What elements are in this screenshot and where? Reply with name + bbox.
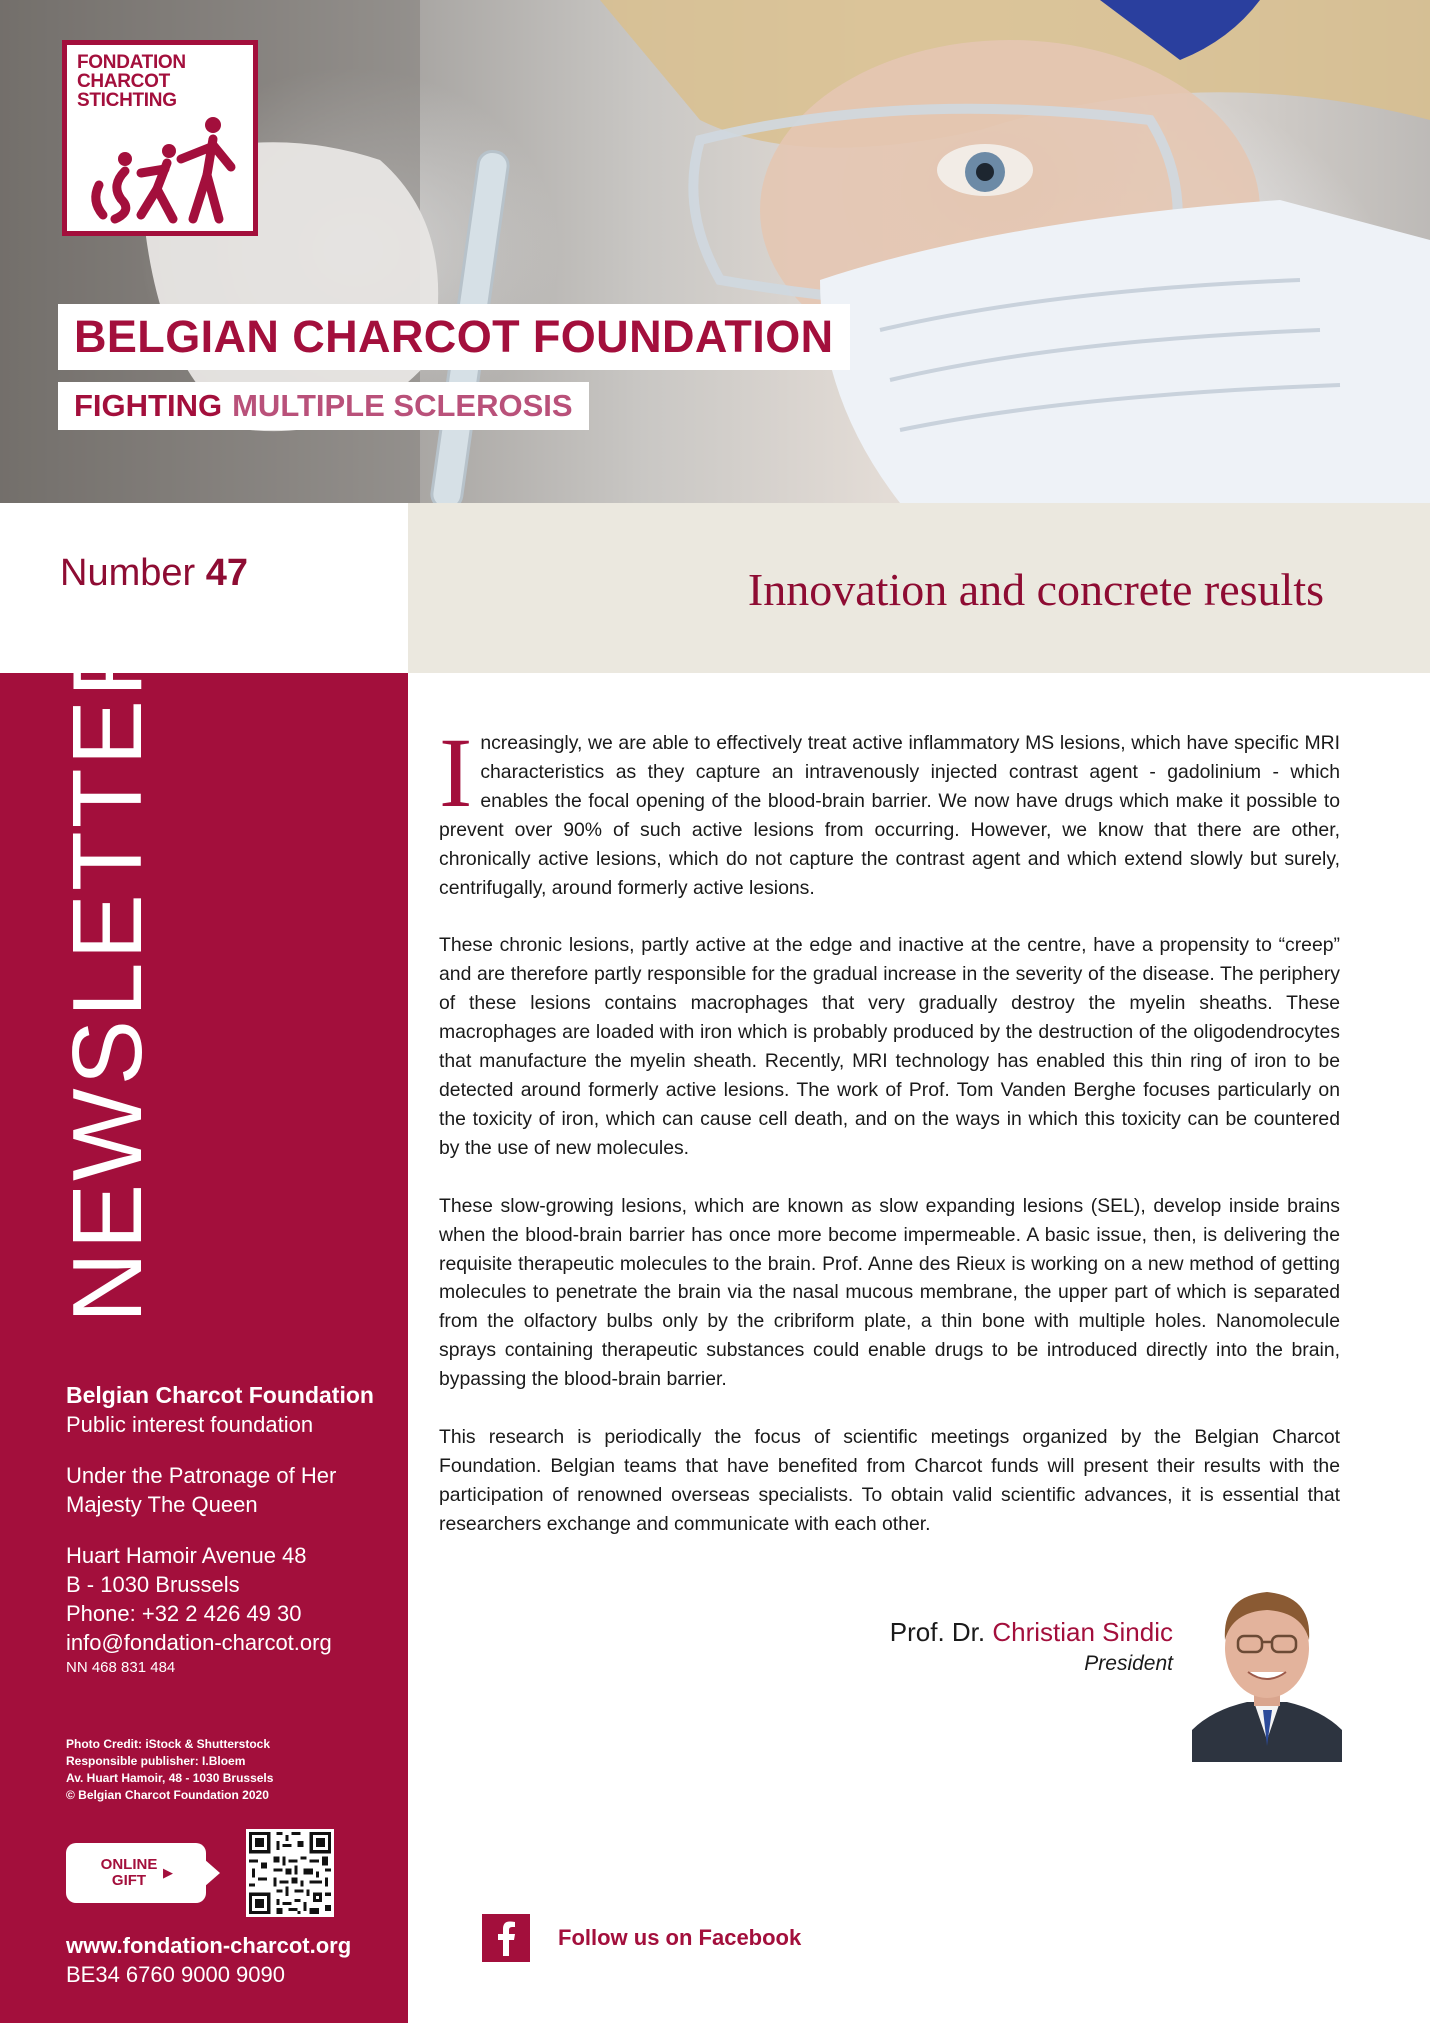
hero-subtitle-ms: MULTIPLE SCLEROSIS — [232, 388, 573, 423]
headline-title: Innovation and concrete results — [747, 564, 1324, 615]
hero-title-box — [58, 304, 850, 370]
iban: BE34 6760 9000 9090 — [66, 1962, 285, 1987]
qr-code-icon[interactable] — [246, 1829, 334, 1917]
play-arrow-icon: ▶ — [163, 1865, 173, 1880]
phone: Phone: +32 2 426 49 30 — [66, 1601, 302, 1626]
sidebar — [0, 623, 408, 2023]
signature-block — [890, 1617, 1173, 1676]
signature-prefix: Prof. Dr. — [889, 1617, 986, 1647]
facebook-link[interactable] — [482, 1914, 801, 1962]
logo-line-1: FONDATION — [77, 52, 186, 73]
org-name: Belgian Charcot Foundation — [66, 1382, 374, 1408]
logo-line-2: CHARCOT — [77, 71, 170, 92]
article-paragraph-4: This research is periodically the focus of scientific meetings organized by the Belgian Charcot Foundation. Belgian teams that have benefited from Charcot funds will present their results with the participation of renowned overseas specialists. To obtain valid scientific advances, it is essential that researchers exchange and communicate with each other. — [439, 1426, 1340, 1535]
figures-icon — [81, 115, 241, 225]
online-gift-label: ONLINE GIFT — [100, 1856, 158, 1889]
credit-line: © Belgian Charcot Foundation 2020 — [66, 1788, 269, 1802]
issue-value: 47 — [205, 552, 248, 594]
credits-block — [66, 1736, 273, 1804]
issue-number — [60, 552, 248, 595]
patronage-line-2: Majesty The Queen — [66, 1492, 258, 1517]
foundation-logo — [62, 40, 258, 236]
newsletter-vertical-title: NEWSLETTER — [52, 623, 162, 1323]
facebook-icon[interactable] — [482, 1914, 530, 1962]
article-paragraph-3: These slow-growing lesions, which are known as slow expanding lesions (SEL), develop inside brains when the blood-brain barrier has once more become impermeable. A basic issue, then, is delivering the requisite therapeutic molecules to the brain. Prof. Anne des Rieux is working on a new method of getting molecules to penetrate the brain via the nasal mucous membrane, the upper part of which is separated from the olfactory bulbs only by the cribriform plate, a thin bone with multiple holes. Nanomolecule sprays containing therapeutic substances could enable drugs to be introduced directly into the brain, bypassing the blood-brain barrier. — [439, 1194, 1340, 1391]
credit-line: Av. Huart Hamoir, 48 - 1030 Brussels — [66, 1771, 274, 1785]
nn-number: NN 468 831 484 — [66, 1659, 176, 1676]
hero-photo — [0, 0, 1430, 503]
paragraph-1-text: ncreasingly, we are able to effectively treat active inflammatory MS lesions, which have specific MRI characteristics as they capture an intravenously injected contrast agent - gadolinium - which enables the focal opening of the blood-brain barrier. We now have drugs which make it possible to prevent over 90% of such active lesions from occurring. However, we know that there are other, chronically active lesions, which do not capture the contrast agent and which extend slowly but surely, centrifugally, around formerly active lesions. — [439, 732, 1340, 899]
signature-person: Christian Sindic — [992, 1617, 1173, 1647]
patronage-line-1: Under the Patronage of Her — [66, 1463, 337, 1488]
signature-name — [890, 1617, 1173, 1648]
org-type: Public interest foundation — [66, 1412, 314, 1437]
contact-block — [66, 1381, 396, 1679]
address-line-1: Huart Hamoir Avenue 48 — [66, 1543, 307, 1568]
email-link[interactable]: info@fondation-charcot.org — [66, 1630, 332, 1655]
hero-title: BELGIAN CHARCOT FOUNDATION — [74, 311, 834, 362]
hero-subtitle-fighting: FIGHTING — [74, 388, 223, 423]
headline-banner — [408, 503, 1430, 673]
signature-role: President — [1084, 1652, 1173, 1675]
online-gift-button[interactable] — [66, 1843, 206, 1903]
address-line-2: B - 1030 Brussels — [66, 1572, 240, 1597]
hero-subtitle-box — [58, 382, 589, 430]
website-link[interactable]: www.fondation-charcot.org — [66, 1933, 352, 1958]
website-block — [66, 1931, 351, 1989]
facebook-label[interactable]: Follow us on Facebook — [558, 1925, 802, 1950]
issue-label: Number — [60, 552, 196, 594]
credit-line: Responsible publisher: I.Bloem — [66, 1754, 246, 1768]
credit-line: Photo Credit: iStock & Shutterstock — [66, 1737, 271, 1751]
article-paragraph-1 — [439, 717, 1340, 902]
logo-line-3: STICHTING — [77, 90, 177, 111]
president-portrait — [1192, 1570, 1342, 1762]
article-body — [439, 717, 1340, 1568]
article-paragraph-2: These chronic lesions, partly active at the edge and inactive at the centre, have a propensity to “creep” and are therefore partly responsible for the gradual increase in the severity of the disease. The periphery of these lesions contains macrophages that very gradually destroy the myelin sheaths. These macrophages are loaded with iron which is probably produced by the destruction of the oligodendrocytes that manufacture the myelin sheath. Recently, MRI technology has enabled this thin ring of iron to be detected around formerly active lesions. The work of Prof. Tom Vanden Berghe focuses particularly on the toxicity of iron, which can cause cell death, and on the ways in which this toxicity can be countered by the use of new molecules. — [439, 934, 1340, 1159]
dropcap: I — [439, 717, 473, 828]
